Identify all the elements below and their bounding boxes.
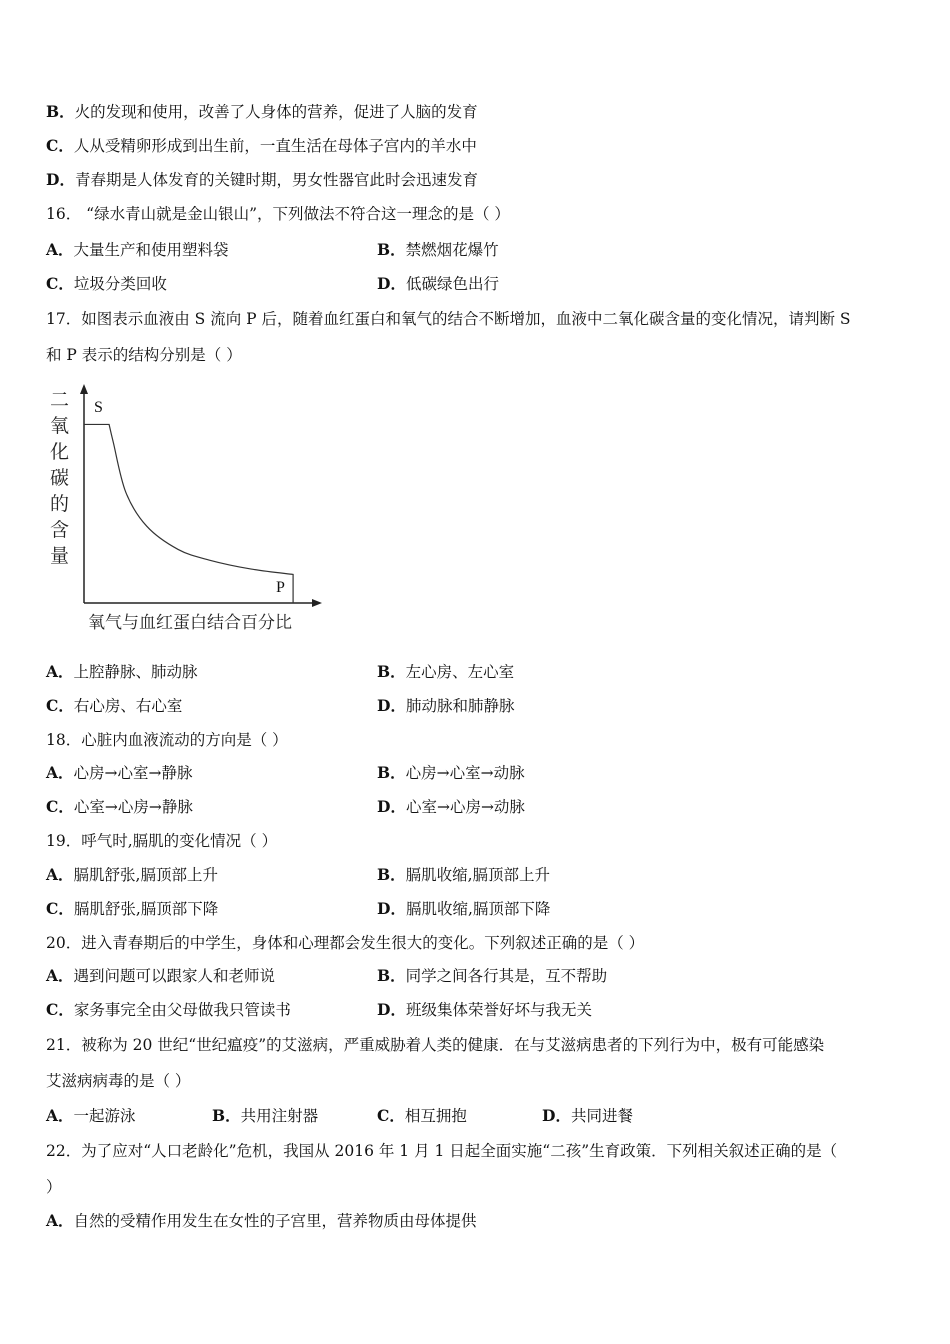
- question-22-line-1: 22．为了应对“人口老龄化”危机，我国从 2016 年 1 月 1 日起全面实施“二孩”生育政策．下列相关叙述正确的是（: [46, 1142, 838, 1160]
- q16-option-a: A．大量生产和使用塑料袋: [46, 240, 229, 259]
- question-21-line-1: 21．被称为 20 世纪“世纪瘟疫”的艾滋病，严重威胁着人类的健康．在与艾滋病患者的下列行为中，极有可能感染: [46, 1036, 825, 1054]
- q22-option-a: A．自然的受精作用发生在女性的子宫里，营养物质由母体提供: [46, 1211, 477, 1230]
- question-22-line-2: ）: [46, 1178, 62, 1196]
- q15-option-b: B．火的发现和使用，改善了人身体的营养，促进了人脑的发育: [46, 102, 478, 121]
- start-label-s: S: [94, 399, 103, 416]
- q16-option-c: C．垃圾分类回收: [46, 274, 167, 293]
- q16-option-b: B．禁燃烟花爆竹: [377, 240, 499, 259]
- y-label-char: 量: [50, 545, 70, 567]
- y-label-char: 碳: [50, 467, 70, 489]
- q21-option-d: D．共同进餐: [542, 1106, 633, 1125]
- q19-option-d: D．膈肌收缩,膈顶部下降: [377, 899, 551, 918]
- q21-option-c: C．相互拥抱: [377, 1106, 467, 1125]
- chart-y-label: [50, 389, 69, 567]
- question-20: 20．进入青春期后的中学生，身体和心理都会发生很大的变化。下列叙述正确的是（ ）: [46, 934, 645, 952]
- question-19: 19．呼气时,膈肌的变化情况（ ）: [46, 832, 278, 850]
- y-label-char: 化: [50, 441, 70, 463]
- question-21-line-2: 艾滋病病毒的是（ ）: [46, 1072, 191, 1090]
- q17-option-c: C．右心房、右心室: [46, 696, 183, 715]
- q20-option-b: B．同学之间各行其是，互不帮助: [377, 966, 608, 985]
- question-16: 16． “绿水青山就是金山银山”，下列做法不符合这一理念的是（ ）: [46, 205, 510, 223]
- y-label-char: 的: [50, 493, 70, 515]
- end-label-p: P: [276, 579, 285, 596]
- q20-option-c: C．家务事完全由父母做我只管读书: [46, 1000, 291, 1019]
- q19-option-c: C．膈肌舒张,膈顶部下降: [46, 899, 219, 918]
- q18-option-a: A．心房→心室→静脉: [46, 763, 193, 782]
- q19-option-a: A．膈肌舒张,膈顶部上升: [46, 865, 218, 884]
- x-axis-arrow: [312, 599, 322, 607]
- q15-option-d: D．青春期是人体发育的关键时期，男女性器官此时会迅速发育: [46, 170, 478, 189]
- y-label-char: 含: [50, 519, 70, 541]
- y-label-char: 二: [50, 389, 70, 411]
- q16-option-d: D．低碳绿色出行: [377, 274, 499, 293]
- q20-option-a: A．遇到问题可以跟家人和老师说: [46, 966, 276, 985]
- q21-option-b: B．共用注射器: [212, 1106, 319, 1125]
- co2-chart: [44, 380, 344, 640]
- question-17-line-1: 17．如图表示血液由 S 流向 P 后，随着血红蛋白和氧气的结合不断增加，血液中二氧化碳含量的变化情况，请判断 S: [46, 310, 851, 328]
- q21-option-a: A．一起游泳: [46, 1106, 136, 1125]
- q18-option-b: B．心房→心室→动脉: [377, 763, 525, 782]
- y-axis-arrow: [80, 384, 88, 394]
- chart-x-label: 氧气与血红蛋白结合百分比: [88, 613, 292, 633]
- q18-option-c: C．心室→心房→静脉: [46, 797, 193, 816]
- q15-option-c: C．人从受精卵形成到出生前，一直生活在母体子宫内的羊水中: [46, 136, 477, 155]
- q17-option-a: A．上腔静脉、肺动脉: [46, 662, 198, 681]
- q18-option-d: D．心室→心房→动脉: [377, 797, 525, 816]
- question-17-line-2: 和 P 表示的结构分别是（ ）: [46, 346, 242, 364]
- y-label-char: 氧: [50, 415, 70, 437]
- q17-option-b: B．左心房、左心室: [377, 662, 515, 681]
- q19-option-b: B．膈肌收缩,膈顶部上升: [377, 865, 551, 884]
- question-18: 18．心脏内血液流动的方向是（ ）: [46, 731, 288, 749]
- co2-curve: [84, 424, 293, 603]
- q17-option-d: D．肺动脉和肺静脉: [377, 696, 515, 715]
- q20-option-d: D．班级集体荣誉好坏与我无关: [377, 1000, 592, 1019]
